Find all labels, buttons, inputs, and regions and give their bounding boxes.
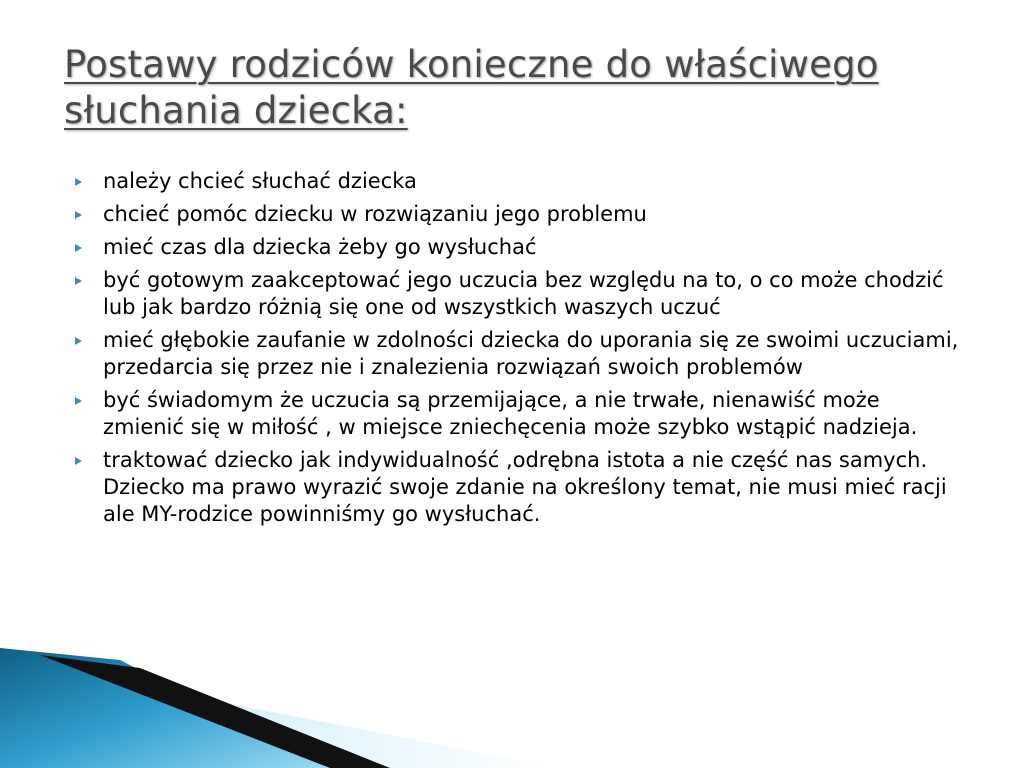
- triangle-bullet-icon: [75, 211, 82, 219]
- bullet-text: traktować dziecko jak indywidualność ,odrębna istota a nie część nas samych. Dziecko ma prawo wyrazić swoje zdanie na określony temat, nie musi mieć racji ale MY-rodzice powinniśmy go wysłuchać.: [103, 448, 947, 526]
- bullet-item: [72, 267, 962, 321]
- bullet-text: mieć głębokie zaufanie w zdolności dziecka do uporania się ze swoimi uczuciami, przedarcia się przez nie i znalezienia rozwiązań swoich problemów: [103, 328, 959, 379]
- bullet-item: [72, 201, 962, 228]
- triangle-bullet-icon: [75, 244, 82, 252]
- dark-stripe: [40, 655, 390, 768]
- triangle-bullet-icon: [75, 337, 82, 345]
- bullet-text: należy chcieć słuchać dziecka: [103, 169, 417, 193]
- bullet-item: [72, 168, 962, 195]
- bullet-text: być świadomym że uczucia są przemijające, a nie trwałe, nienawiść może zmienić się w miłość , w miejsce zniechęcenia może szybko wstąpić nadzieja.: [103, 388, 918, 439]
- bullet-text: być gotowym zaakceptować jego uczucia bez względu na to, o co może chodzić lub jak bardzo różnią się one od wszystkich waszych uczuć: [103, 268, 944, 319]
- bullet-item: [72, 234, 962, 261]
- bullet-list: [72, 168, 962, 534]
- slide-title: Postawy rodziców konieczne do właściwego słuchania dziecka:: [64, 43, 879, 132]
- bullet-item: [72, 447, 962, 528]
- triangle-bullet-icon: [75, 178, 82, 186]
- triangle-bullet-icon: [75, 277, 82, 285]
- bullet-item: [72, 387, 962, 441]
- bullet-text: chcieć pomóc dziecku w rozwiązaniu jego problemu: [103, 202, 647, 226]
- bullet-item: [72, 327, 962, 381]
- triangle-bullet-icon: [75, 457, 82, 465]
- blue-wedge: [0, 648, 330, 768]
- pale-wedge: [160, 690, 560, 768]
- bullet-text: mieć czas dla dziecka żeby go wysłuchać: [103, 235, 537, 259]
- triangle-bullet-icon: [75, 397, 82, 405]
